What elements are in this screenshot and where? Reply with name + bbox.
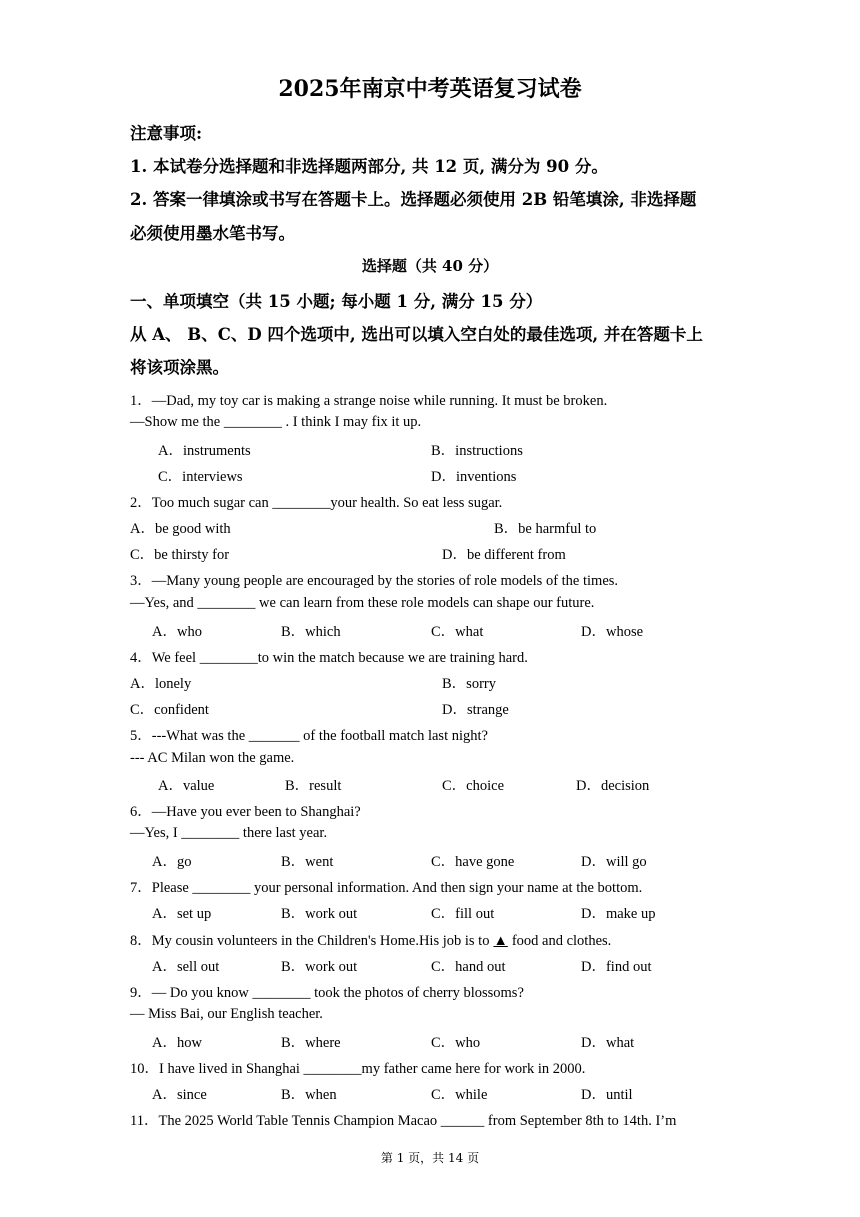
- question-8-stem-text: 8．My cousin volunteers in the Children's Home.His job is to: [130, 933, 490, 949]
- question-1-option-b: B．instructions: [431, 443, 523, 459]
- question-9-stem-2: — Miss Bai, our English teacher.: [130, 1006, 323, 1022]
- question-7-option-d: D．make up: [581, 906, 656, 922]
- question-1-option-d: D．inventions: [431, 469, 517, 485]
- question-4-option-b: B．sorry: [442, 676, 496, 692]
- question-7-option-c: C．fill out: [431, 906, 495, 922]
- question-2-option-a: A．be good with: [130, 521, 231, 537]
- question-3-stem-2: —Yes, and ________ we can learn from these role models can shape our future.: [130, 595, 595, 611]
- question-6-option-d: D．will go: [581, 854, 647, 870]
- question-9-option-c: C．who: [431, 1035, 481, 1051]
- question-1-option-a: A．instruments: [158, 443, 251, 459]
- question-3-option-c: C．what: [431, 624, 484, 640]
- question-9-option-a: A．how: [152, 1035, 202, 1051]
- question-8-blank-marker: ▲: [493, 933, 508, 949]
- question-9-option-d: D．what: [581, 1035, 635, 1051]
- question-6-stem: 6．—Have you ever been to Shanghai?: [130, 804, 361, 820]
- question-8-option-a: A．sell out: [152, 959, 220, 975]
- question-5-stem-2: --- AC Milan won the game.: [130, 750, 295, 766]
- question-3-option-a: A．who: [152, 624, 202, 640]
- notice-item-2-line2: 必须使用墨水笔书写。: [130, 224, 295, 243]
- question-4-option-a: A．lonely: [130, 676, 192, 692]
- page-title: 2025年南京中考英语复习试卷: [278, 76, 582, 102]
- question-7-stem: 7．Please ________ your personal information. And then sign your name at the bottom.: [130, 880, 643, 896]
- section-header: 选择题（共 40 分）: [361, 257, 499, 275]
- question-8-option-d: D．find out: [581, 959, 652, 975]
- question-6-stem-2: —Yes, I ________ there last year.: [130, 825, 328, 841]
- question-4-option-d: D．strange: [442, 702, 509, 718]
- question-10-option-a: A．since: [152, 1087, 207, 1103]
- question-7-option-a: A．set up: [152, 906, 212, 922]
- instructions-line1: 从 A、 B、C、D 四个选项中, 选出可以填入空白处的最佳选项, 并在答题卡上: [130, 325, 703, 344]
- part-one-heading: 一、单项填空（共 15 小题; 每小题 1 分, 满分 15 分）: [130, 292, 543, 311]
- question-9-option-b: B．where: [281, 1035, 341, 1051]
- question-6-option-b: B．went: [281, 854, 334, 870]
- question-8-option-c: C．hand out: [431, 959, 506, 975]
- notice-heading: 注意事项:: [130, 124, 203, 143]
- question-1-stem: 1．—Dad, my toy car is making a strange noise while running. It must be broken.: [130, 393, 608, 409]
- question-8-option-b: B．work out: [281, 959, 358, 975]
- question-7-option-b: B．work out: [281, 906, 358, 922]
- question-6-option-c: C．have gone: [431, 854, 515, 870]
- question-5-option-b: B．result: [285, 778, 342, 794]
- question-10-option-d: D．until: [581, 1087, 633, 1103]
- question-1-stem-2: —Show me the ________ . I think I may fix it up.: [130, 414, 422, 430]
- question-5-option-c: C．choice: [442, 778, 505, 794]
- question-10-stem: 10．I have lived in Shanghai ________my father came here for work in 2000.: [130, 1061, 586, 1077]
- question-5-stem: 5．---What was the _______ of the football match last night?: [130, 728, 488, 744]
- instructions-line2: 将该项涂黑。: [130, 358, 229, 377]
- question-2-option-b: B．be harmful to: [494, 521, 597, 537]
- question-10-option-c: C．while: [431, 1087, 488, 1103]
- question-2-stem: 2．Too much sugar can ________your health. So eat less sugar.: [130, 495, 503, 511]
- question-2-option-c: C．be thirsty for: [130, 547, 230, 563]
- question-3-option-d: D．whose: [581, 624, 644, 640]
- question-6-option-a: A．go: [152, 854, 192, 870]
- question-4-option-c: C．confident: [130, 702, 209, 718]
- question-3-option-b: B．which: [281, 624, 341, 640]
- question-8-stem: [130, 929, 611, 950]
- notice-item-2-line1: 2. 答案一律填涂或书写在答题卡上。选择题必须使用 2B 铅笔填涂, 非选择题: [130, 190, 697, 209]
- page-footer: 第 1 页，共 14 页: [380, 1151, 480, 1165]
- question-9-stem: 9．— Do you know ________ took the photos of cherry blossoms?: [130, 985, 524, 1001]
- question-1-option-c: C．interviews: [158, 469, 243, 485]
- question-5-option-d: D．decision: [576, 778, 650, 794]
- notice-item-1: 1. 本试卷分选择题和非选择题两部分, 共 12 页, 满分为 90 分。: [130, 157, 608, 176]
- question-11-stem: 11．The 2025 World Table Tennis Champion Macao ______ from September 8th to 14th. I’m: [130, 1113, 677, 1129]
- question-2-option-d: D．be different from: [442, 547, 566, 563]
- question-3-stem: 3．—Many young people are encouraged by the stories of role models of the times.: [130, 573, 619, 589]
- question-10-option-b: B．when: [281, 1087, 337, 1103]
- question-8-stem-after: food and clothes.: [511, 933, 612, 949]
- question-4-stem: 4．We feel ________to win the match because we are training hard.: [130, 650, 528, 666]
- question-5-option-a: A．value: [158, 778, 215, 794]
